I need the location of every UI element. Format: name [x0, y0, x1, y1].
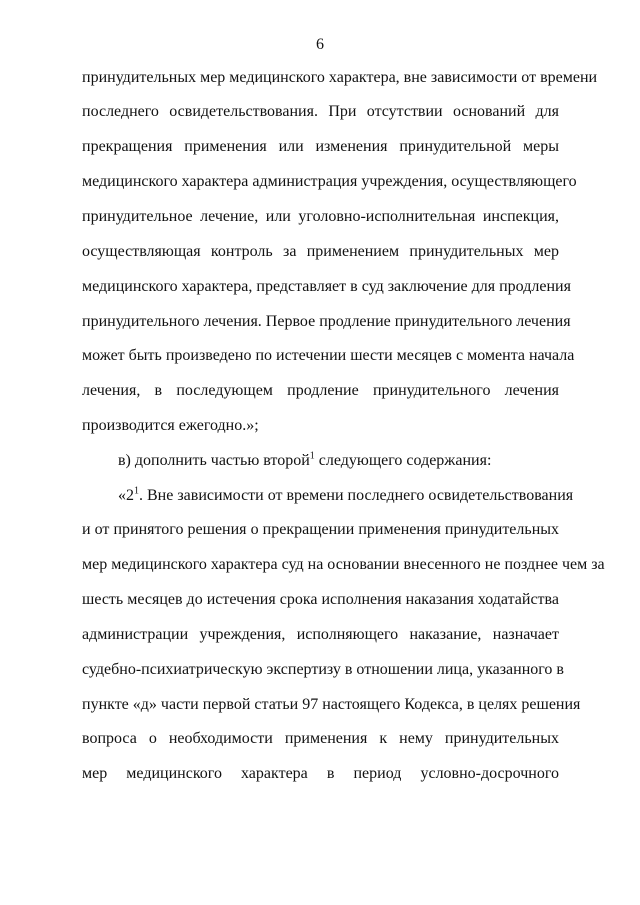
- text-line: администрации учреждения, исполняющего наказание, назначает: [82, 626, 559, 643]
- text-line: шесть месяцев до истечения срока исполнения наказания ходатайства: [82, 591, 559, 608]
- text-line: вопроса о необходимости применения к нему принудительных: [82, 730, 559, 747]
- superscript: 1: [309, 450, 315, 462]
- text-line: принудительное лечение, или уголовно-исполнительная инспекция,: [82, 208, 559, 225]
- superscript: 1: [134, 485, 139, 497]
- text-line: медицинского характера администрация учреждения, осуществляющего: [82, 173, 577, 190]
- text-line: мер медицинского характера суд на основании внесенного не позднее чем за: [82, 556, 605, 573]
- amendment-text: в) дополнить частью второй: [118, 452, 310, 469]
- text-line: прекращения применения или изменения принудительной меры: [82, 138, 559, 155]
- text-line: принудительного лечения. Первое продление принудительного лечения: [82, 313, 571, 330]
- quote-text: . Вне зависимости от времени последнего освидетельствования: [139, 487, 574, 504]
- amendment-line: [118, 451, 559, 471]
- quote-text: «2: [118, 487, 134, 504]
- text-line: пункте «д» части первой статьи 97 настоящего Кодекса, в целях решения: [82, 696, 581, 713]
- quote-first-line: [118, 485, 574, 506]
- text-line: может быть произведено по истечении шести месяцев с момента начала: [82, 347, 575, 364]
- amendment-text: следующего содержания:: [314, 452, 492, 469]
- text-line: производится ежегодно.»;: [82, 417, 259, 434]
- page-number: 6: [316, 36, 324, 53]
- text-line: судебно-психиатрическую экспертизу в отношении лица, указанного в: [82, 661, 564, 678]
- text-line: мер медицинского характера в период условно-досрочного: [82, 765, 559, 782]
- text-line: последнего освидетельствования. При отсутствии оснований для: [82, 103, 559, 120]
- text-line: лечения, в последующем продление принудительного лечения: [82, 382, 559, 399]
- text-line: и от принятого решения о прекращении применения принудительных: [82, 521, 559, 538]
- text-line: медицинского характера, представляет в суд заключение для продления: [82, 278, 571, 295]
- text-line: осуществляющая контроль за применением принудительных мер: [82, 243, 559, 260]
- text-line: принудительных мер медицинского характера, вне зависимости от времени: [82, 69, 598, 86]
